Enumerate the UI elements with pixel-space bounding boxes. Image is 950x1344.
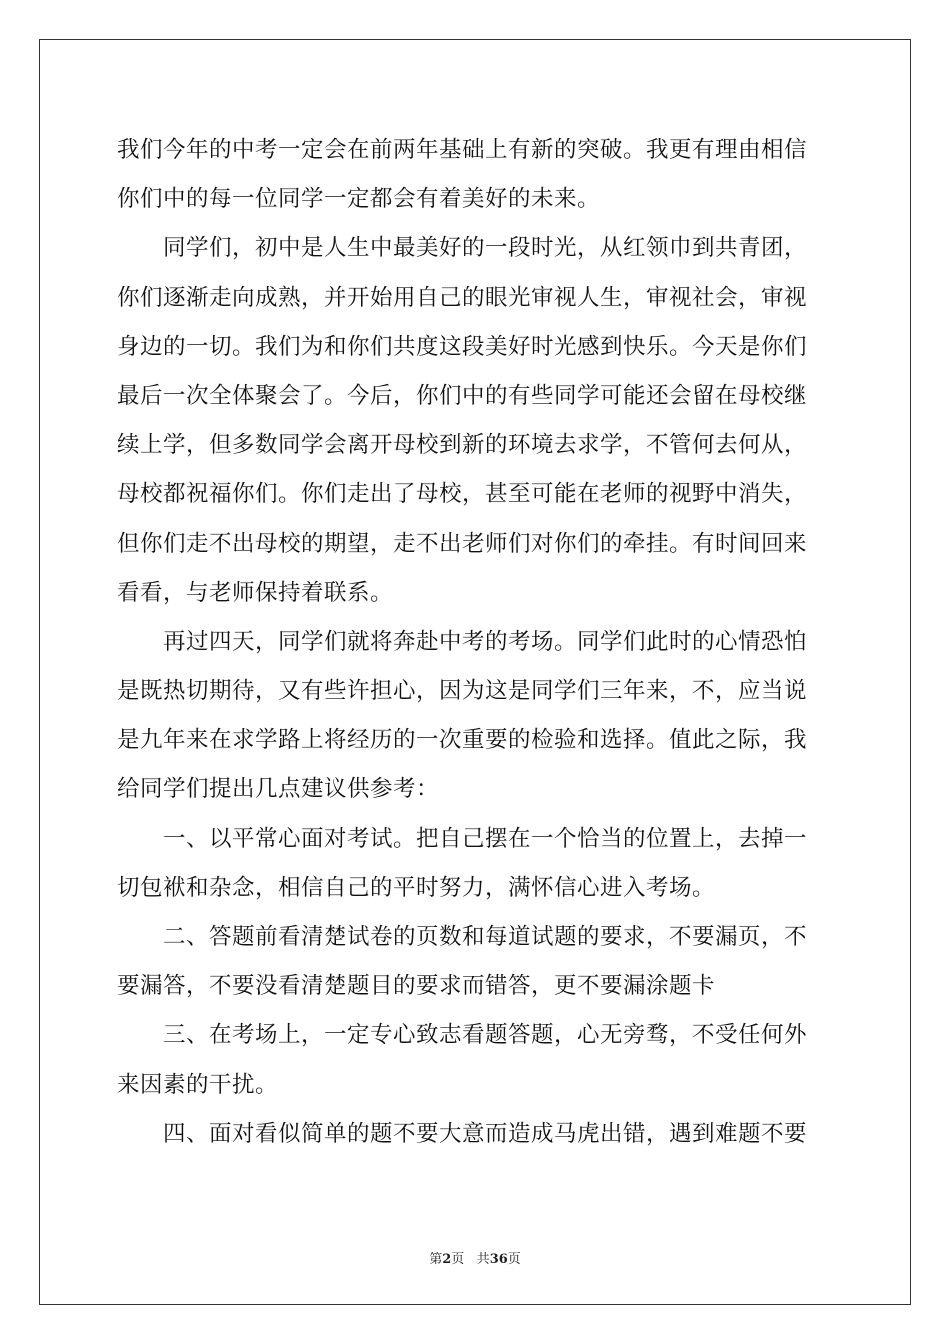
text-line: 同学们，初中是人生中最美好的一段时光，从红领巾到共青团， [117, 235, 808, 262]
text-line: 来因素的干扰。 [117, 1071, 279, 1098]
text-line: 是既热切期待，又有些许担心，因为这是同学们三年来，不，应当说 [117, 678, 808, 705]
page-current: 2 [442, 1252, 452, 1267]
text-line: 切包袱和杂念，相信自己的平时努力，满怀信心进入考场。 [117, 874, 716, 901]
document-body [117, 126, 833, 1159]
page-prefix: 第 [429, 1252, 443, 1267]
text-line: 是九年来在求学路上将经历的一次重要的检验和选择。值此之际，我 [117, 727, 808, 754]
text-line: 你们中的每一位同学一定都会有着美好的未来。 [117, 186, 601, 213]
text-line: 要漏答，不要没看清楚题目的要求而错答，更不要漏涂题卡 [117, 973, 716, 1000]
text-line: 二、答题前看清楚试卷的页数和每道试题的要求，不要漏页，不 [117, 924, 808, 950]
text-line: 再过四天，同学们就将奔赴中考的考场。同学们此时的心情恐怕 [117, 628, 808, 655]
text-line: 你们逐渐走向成熟，并开始用自己的眼光审视人生，审视社会，审视 [117, 284, 808, 311]
page-footer [0, 1248, 950, 1267]
text-line: 续上学，但多数同学会离开母校到新的环境去求学，不管何去何从， [117, 432, 808, 459]
total-unit: 页 [507, 1252, 521, 1267]
page-unit: 页 [451, 1252, 465, 1267]
text-line: 看看，与老师保持着联系。 [117, 579, 394, 606]
text-line: 但你们走不出母校的期望，走不出老师们对你们的牵挂。有时间回来 [117, 530, 808, 557]
page-total: 36 [489, 1252, 508, 1267]
text-line: 最后一次全体聚会了。今后，你们中的有些同学可能还会留在母校继 [117, 382, 808, 409]
text-line: 我们今年的中考一定会在前两年基础上有新的突破。我更有理由相信 [117, 137, 808, 163]
total-prefix: 共 [476, 1252, 490, 1267]
text-line: 四、面对看似简单的题不要大意而造成马虎出错，遇到难题不要 [117, 1120, 808, 1147]
text-line: 一、以平常心面对考试。把自己摆在一个恰当的位置上，去掉一 [117, 825, 808, 852]
text-line: 给同学们提出几点建议供参考： [117, 776, 440, 803]
text-line: 三、在考场上，一定专心致志看题答题，心无旁骛，不受任何外 [117, 1022, 808, 1049]
text-line: 母校都祝福你们。你们走出了母校，甚至可能在老师的视野中消失， [117, 481, 808, 508]
text-line: 身边的一切。我们为和你们共度这段美好时光感到快乐。今天是你们 [117, 333, 808, 360]
